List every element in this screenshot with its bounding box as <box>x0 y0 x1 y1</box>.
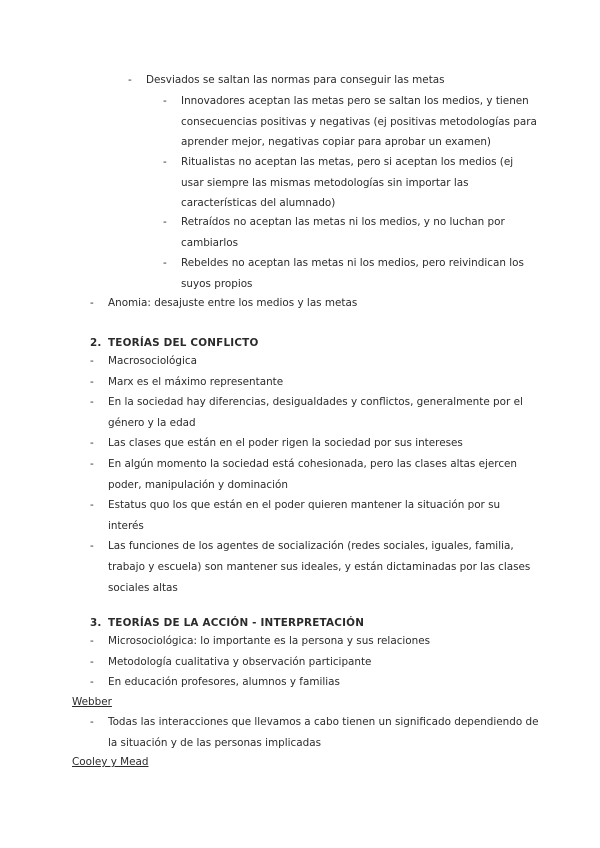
bullet-dash: - <box>90 375 94 388</box>
bullet-dash: - <box>90 396 94 409</box>
bullet-dash: - <box>163 95 167 107</box>
list-item-line: sociales altas <box>108 581 178 594</box>
bullet-dash: - <box>90 655 94 668</box>
bullet-dash: - <box>90 355 94 367</box>
list-item <box>90 372 530 393</box>
list-item-line: aprender mejor, negativas copiar para aprobar un examen) <box>181 136 491 149</box>
list-item-line: Microsociológica: lo importante es la persona y sus relaciones <box>108 635 431 647</box>
list-item-line: Las clases que están en el poder rigen la sociedad por sus intereses <box>108 437 463 450</box>
list-item-line: Macrosociológica <box>108 355 197 367</box>
list-item-line: En algún momento la sociedad está cohesionada, pero las clases altas ejercen <box>108 457 518 470</box>
list-item <box>90 495 530 536</box>
list-item-line: consecuencias positivas y negativas (ej positivas metodologías para <box>181 115 537 128</box>
list-item-line: Retraídos no aceptan las metas ni los medios, y no luchan por <box>181 216 505 228</box>
list-item-line: Estatus quo los que están en el poder quieren mantener la situación por su <box>108 499 501 512</box>
cooley-mead-label: Cooley y Mead <box>72 756 149 768</box>
list-item-line: la situación y de las personas implicadas <box>108 736 321 749</box>
webber-label: Webber <box>72 696 112 708</box>
list-item <box>90 392 530 433</box>
desviados-subitem-rebeldes <box>163 253 524 294</box>
bullet-dash: - <box>90 716 94 728</box>
desviados-text: Desviados se saltan las normas para conseguir las metas <box>146 74 445 86</box>
anomia-bullet <box>90 293 357 314</box>
section-title: TEORÍAS DE LA ACCIÓN - INTERPRETACIÓN <box>108 617 365 629</box>
anomia-text: Anomia: desajuste entre los medios y las metas <box>108 297 358 309</box>
bullet-dash: - <box>163 257 167 269</box>
bullet-dash: - <box>90 676 94 689</box>
list-item <box>90 631 430 652</box>
desviados-bullet <box>128 70 445 91</box>
list-item-line: poder, manipulación y dominación <box>108 478 288 491</box>
list-item-line: Innovadores aceptan las metas pero se saltan los medios, y tienen <box>181 95 529 107</box>
list-item-line: género y la edad <box>108 416 196 429</box>
bullet-dash: - <box>163 156 167 168</box>
list-item <box>90 536 530 598</box>
webber-list <box>90 712 539 753</box>
desviados-subitem-ritualistas <box>163 152 513 214</box>
desviados-subitem-innovadores <box>163 91 537 153</box>
list-item-line: Ritualistas no aceptan las metas, pero si aceptan los medios (ej <box>181 156 514 168</box>
section-title: TEORÍAS DEL CONFLICTO <box>108 337 259 349</box>
list-item-line: Las funciones de los agentes de socialización (redes sociales, iguales, familia, <box>108 540 514 553</box>
list-item-line: Rebeldes no aceptan las metas ni los medios, pero reivindican los <box>181 257 524 269</box>
list-item <box>90 351 530 372</box>
list-item <box>90 672 430 693</box>
bullet-dash: - <box>90 635 94 647</box>
list-item <box>90 652 430 673</box>
list-item <box>90 454 530 495</box>
list-item-line: características del alumnado) <box>181 197 336 210</box>
list-item-line: Todas las interacciones que llevamos a cabo tienen un significado dependiendo de <box>108 716 539 728</box>
list-item-line: interés <box>108 519 144 532</box>
list-item-line: En la sociedad hay diferencias, desigualdades y conflictos, generalmente por el <box>108 396 523 409</box>
list-item-line: Marx es el máximo representante <box>108 375 284 388</box>
bullet-dash: - <box>90 499 94 512</box>
bullet-dash: - <box>90 540 94 553</box>
bullet-dash: - <box>128 74 132 86</box>
list-item-line: cambiarlos <box>181 236 238 249</box>
list-item <box>90 433 530 454</box>
bullet-dash: - <box>90 297 94 309</box>
list-item-line: suyos propios <box>181 277 253 290</box>
bullet-dash: - <box>90 457 94 470</box>
bullet-dash: - <box>163 216 167 228</box>
list-item <box>90 712 539 753</box>
list-item-line: En educación profesores, alumnos y familias <box>108 676 340 689</box>
desviados-subitem-retraidos <box>163 212 505 253</box>
section-3-list <box>90 631 430 693</box>
list-item-line: Metodología cualitativa y observación participante <box>108 655 372 668</box>
section-number: 3. <box>90 617 102 629</box>
list-item-line: usar siempre las mismas metodologías sin importar las <box>181 176 469 189</box>
list-item-line: trabajo y escuela) son mantener sus ideales, y están dictaminadas por las clases <box>108 560 531 573</box>
bullet-dash: - <box>90 437 94 450</box>
section-number: 2. <box>90 337 102 349</box>
section-2-list <box>90 351 530 598</box>
